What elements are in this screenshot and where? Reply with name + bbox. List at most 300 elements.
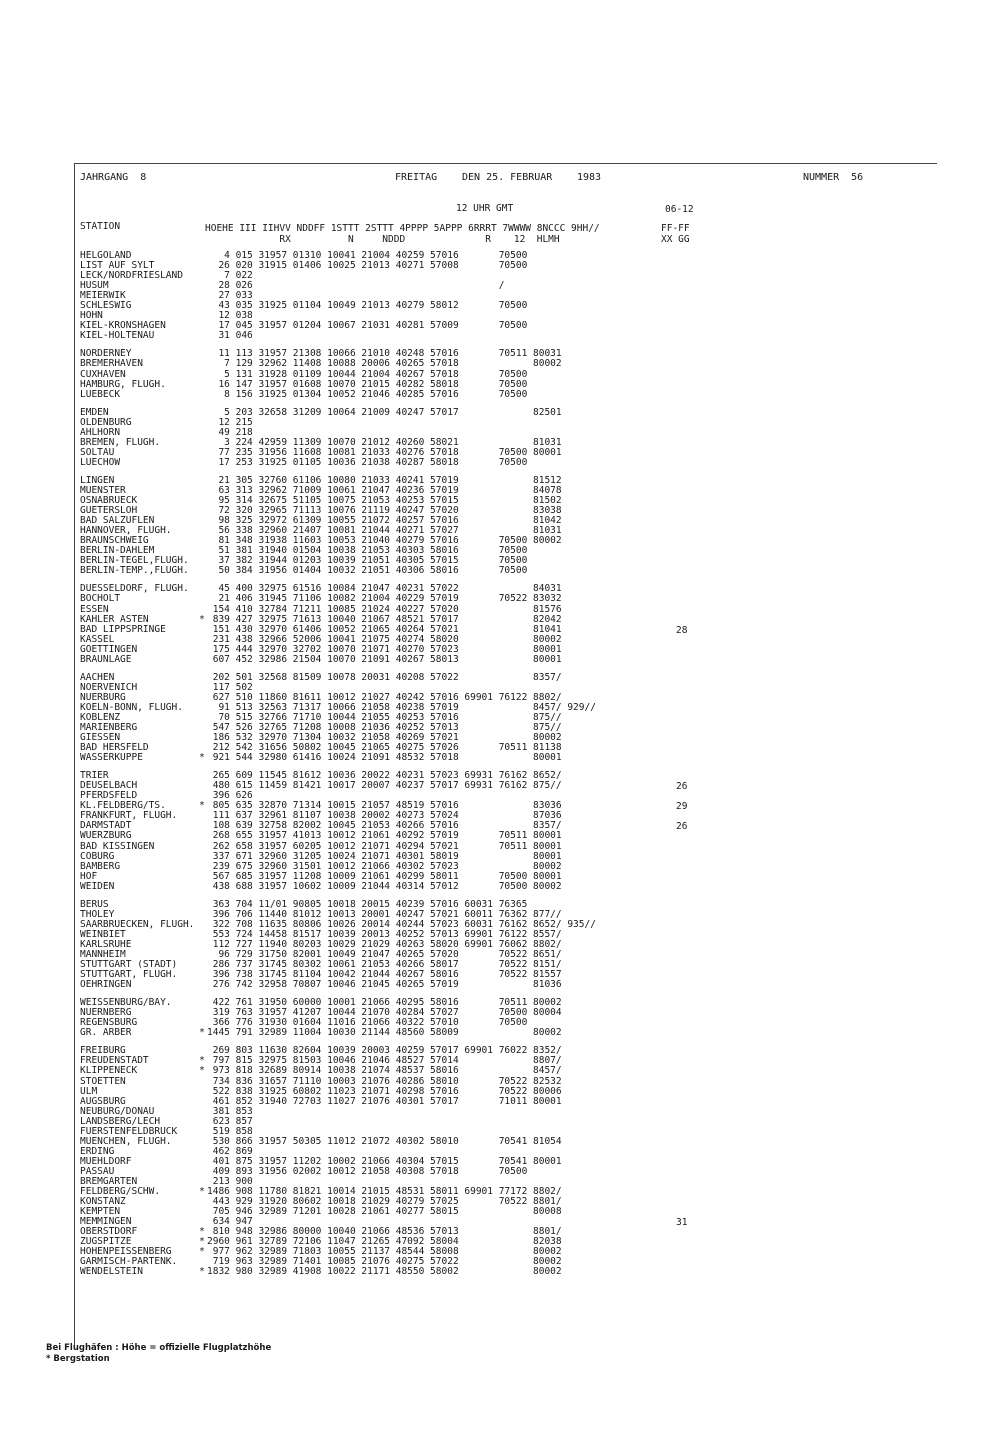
mountain-marker: [197, 1157, 207, 1167]
mountain-marker: [197, 781, 207, 791]
station-name: MUENCHEN, FLUGH.: [80, 1136, 172, 1147]
table-row: [80, 781, 827, 791]
station-name: PASSAU: [80, 1166, 115, 1177]
station-name: MEMMINGEN: [80, 1217, 132, 1228]
jahrgang: JAHRGANG 8: [80, 172, 147, 183]
table-row: [80, 359, 827, 369]
station-name: WEIDEN: [80, 881, 115, 892]
observation-values: 705 946 32989 71201 10028 21061 40277 58015 80008: [207, 1206, 562, 1218]
station-name: STUTTGART (STADT): [80, 960, 178, 971]
station-name: MUEHLDORF: [80, 1156, 132, 1167]
observation-values: 530 866 31957 50305 11012 21072 40302 58010 70541 81054: [207, 1135, 562, 1147]
table-row: [80, 281, 827, 291]
observation-values: 396 738 31745 81104 10042 21044 40267 58016 70522 81557: [207, 969, 562, 981]
mountain-marker: [197, 920, 207, 930]
gust-value: 29: [676, 801, 688, 812]
station-name: SOLTAU: [80, 447, 115, 458]
observation-values: 95 314 32675 51105 10075 21053 40253 57015 81502: [207, 495, 562, 507]
observation-values: 366 776 31930 01604 11016 21066 40322 57010 70500: [207, 1017, 528, 1029]
mountain-marker: [197, 251, 207, 261]
mountain-marker: [197, 448, 207, 458]
column-codes: HOEHE III IIHVV NDDFF 1STTT 2STTT 4PPPP 5APPP 6RRRT 7WWWW 8NCCC 9HH//: [205, 223, 600, 234]
mountain-marker: [197, 1147, 207, 1157]
table-row: [80, 1167, 827, 1177]
station-name: GR. ARBER: [80, 1028, 132, 1039]
station-name: HOF: [80, 871, 98, 882]
station-name: NEUBURG/DONAU: [80, 1106, 155, 1117]
station-name: OEHRINGEN: [80, 980, 132, 991]
station-name: WUERZBURG: [80, 831, 132, 842]
table-row: [80, 1097, 827, 1107]
mountain-marker: [197, 900, 207, 910]
mountain-marker: [197, 910, 207, 920]
station-name: EMDEN: [80, 407, 109, 418]
mountain-marker: [197, 998, 207, 1008]
mountain-marker: [197, 1077, 207, 1087]
observation-values: 322 708 11635 80806 10026 20014 40244 57023 60031 76162 8652/ 935//: [207, 918, 596, 930]
mountain-marker: [197, 536, 207, 546]
station-name: KONSTANZ: [80, 1197, 126, 1208]
gust-value: 26: [676, 781, 688, 792]
mountain-marker: [197, 703, 207, 713]
observation-values: 276 742 32958 70807 10046 21045 40265 57019 81036: [207, 979, 562, 991]
station-name: ESSEN: [80, 604, 109, 615]
observation-values: 1832 980 32989 41908 10022 21171 48550 58002 80002: [207, 1266, 562, 1278]
station-name: NUERBURG: [80, 692, 126, 703]
observation-values: 522 838 31925 60802 11023 21071 40298 57016 70522 80006: [207, 1085, 562, 1097]
observation-values: 438 688 31957 10602 10009 21044 40314 57012 70500 80002: [207, 880, 562, 892]
station-name: MANNHEIM: [80, 950, 126, 960]
table-row: [80, 753, 827, 763]
station-name: MUENSTER: [80, 485, 126, 496]
observation-values: 186 532 32970 71304 10032 21058 40269 57021 80002: [207, 732, 562, 744]
observation-time: 12 UHR GMT: [456, 203, 514, 214]
mountain-marker: *: [199, 800, 205, 812]
station-name: BREMEN, FLUGH.: [80, 437, 161, 448]
observation-values: 623 857: [207, 1115, 253, 1127]
gust-value: 26: [676, 821, 688, 832]
observation-values: 77 235 31956 11608 10081 21033 40276 57018 70500 80001: [207, 446, 562, 458]
observation-values: 286 737 31745 80302 10061 21053 40266 58017 70522 8151/: [207, 959, 562, 971]
mountain-marker: [197, 1097, 207, 1107]
mountain-marker: [197, 1008, 207, 1018]
mountain-marker: [197, 1087, 207, 1097]
observation-values: 175 444 32970 32702 10070 21071 40270 57023 80001: [207, 643, 562, 655]
station-name: KAHLER ASTEN: [80, 614, 149, 625]
observation-values: 56 338 32960 21407 10081 21044 40271 57027 81031: [207, 525, 562, 537]
mountain-marker: [197, 271, 207, 281]
table-row: [80, 655, 827, 665]
mountain-marker: *: [199, 1246, 205, 1258]
mountain-marker: [197, 321, 207, 331]
mountain-marker: [197, 882, 207, 892]
observation-values: 202 501 32568 81509 10078 20031 40208 57022 8357/: [207, 671, 562, 683]
table-row: [80, 980, 827, 990]
table-row: [80, 566, 827, 576]
observation-values: 43 035 31925 01104 10049 21013 40279 58012 70500: [207, 300, 528, 312]
station-name: KASSEL: [80, 634, 115, 645]
station-name: HOHN: [80, 311, 103, 322]
station-name: KEMPTEN: [80, 1207, 121, 1218]
table-row: [80, 390, 827, 400]
observation-values: 1445 791 32989 11004 10030 21144 48560 58009 80002: [207, 1027, 562, 1039]
station-name: THOLEY: [80, 909, 115, 920]
station-table: [80, 251, 827, 1277]
observation-values: 381 853: [207, 1105, 253, 1117]
table-row: [80, 1207, 827, 1217]
mountain-marker: [197, 311, 207, 321]
mountain-marker: *: [199, 1055, 205, 1067]
mountain-marker: [197, 1207, 207, 1217]
mountain-marker: [197, 655, 207, 665]
mountain-marker: [197, 428, 207, 438]
station-name: KOELN-BONN, FLUGH.: [80, 702, 183, 713]
station-name: KARLSRUHE: [80, 939, 132, 950]
observation-values: 977 962 32989 71803 10055 21137 48544 58008 80002: [207, 1246, 562, 1258]
station-name: KLIPPENECK: [80, 1066, 138, 1077]
station-name: BAD LIPPSPRINGE: [80, 624, 166, 635]
observation-values: 108 639 32758 82002 10045 21053 40266 57016 8357/: [207, 820, 562, 832]
station-name: HOHENPEISSENBERG: [80, 1247, 172, 1258]
issue-number: NUMMER 56: [803, 172, 864, 183]
table-row: [80, 261, 827, 271]
weekday: FREITAG: [395, 172, 438, 183]
station-name: AUGSBURG: [80, 1096, 126, 1107]
station-name: OLDENBURG: [80, 417, 132, 428]
station-name: HANNOVER, FLUGH.: [80, 526, 172, 537]
observation-values: 50 384 31956 01404 10032 21051 40306 58016 70500: [207, 565, 528, 577]
observation-values: 112 727 11940 80203 10029 21029 40263 58020 69901 76062 8802/: [207, 938, 562, 950]
observation-values: 2960 961 32789 72106 11047 21265 47092 58004 82038: [207, 1236, 562, 1248]
observation-values: 810 948 32986 80000 10040 21066 48536 57013 8801/: [207, 1226, 562, 1238]
gust-value: 31: [676, 1217, 688, 1228]
table-row: [80, 882, 827, 892]
observation-values: 3 224 42959 11309 10070 21012 40260 58021 81031: [207, 436, 562, 448]
observation-values: 839 427 32975 71613 10040 21067 48521 57017 82042: [207, 613, 562, 625]
gust-value: 28: [676, 625, 688, 636]
observation-values: 797 815 32975 81503 10046 21046 48527 57014 8807/: [207, 1055, 562, 1067]
mountain-marker: [197, 566, 207, 576]
year: 1983: [577, 172, 602, 183]
station-name: LIST AUF SYLT: [80, 261, 155, 272]
observation-values: 51 381 31940 01504 10038 21053 40303 58016 70500: [207, 545, 528, 557]
mountain-marker: [197, 594, 207, 604]
station-name: WEINBIET: [80, 929, 126, 940]
mountain-marker: [197, 713, 207, 723]
station-name: BRAUNSCHWEIG: [80, 536, 149, 547]
mountain-marker: [197, 380, 207, 390]
mountain-marker: [197, 1137, 207, 1147]
observation-values: 265 609 11545 81612 10036 20022 40231 57023 69931 76162 8652/: [207, 770, 562, 782]
mountain-marker: [197, 349, 207, 359]
station-name: STOETTEN: [80, 1076, 126, 1087]
station-name: KOBLENZ: [80, 712, 121, 723]
observation-values: 37 382 31944 01203 10039 21051 40305 57015 70500: [207, 555, 528, 567]
station-name: LECK/NORDFRIESLAND: [80, 271, 183, 282]
station-name: WASSERKUPPE: [80, 753, 143, 764]
observation-values: 547 526 32765 71208 10008 21036 40252 57013 875//: [207, 722, 562, 734]
observation-values: 973 818 32689 80914 10038 21074 48537 58016 8457/: [207, 1065, 562, 1077]
observation-values: 28 026 /: [207, 280, 505, 292]
station-name: BRAUNLAGE: [80, 654, 132, 665]
observation-values: 396 626: [207, 790, 253, 802]
time-range: 06-12: [665, 204, 694, 215]
station-name: BOCHOLT: [80, 594, 121, 605]
observation-values: 231 438 32966 52006 10041 21075 40274 58020 80002: [207, 633, 562, 645]
mountain-marker: [197, 960, 207, 970]
mountain-marker: [197, 486, 207, 496]
mountain-marker: [197, 862, 207, 872]
mountain-marker: [197, 458, 207, 468]
observation-values: 262 658 31957 60205 10012 21071 40294 57021 70511 80001: [207, 840, 562, 852]
observation-values: 462 869: [207, 1145, 253, 1157]
observation-values: 519 858: [207, 1125, 253, 1137]
station-name: BAMBERG: [80, 861, 121, 872]
observation-values: 921 544 32980 61416 10024 21091 48532 57018 80001: [207, 752, 562, 764]
observation-values: 49 218: [207, 426, 253, 438]
station-header: STATION: [80, 221, 121, 232]
station-name: HAMBURG, FLUGH.: [80, 379, 166, 390]
station-name: BERLIN-TEGEL,FLUGH.: [80, 556, 189, 567]
mountain-marker: [197, 811, 207, 821]
mountain-marker: [197, 723, 207, 733]
mountain-marker: [197, 852, 207, 862]
mountain-marker: [197, 1197, 207, 1207]
mountain-marker: *: [199, 613, 205, 625]
observation-values: 21 305 32760 61106 10080 21033 40241 57019 81512: [207, 474, 562, 486]
mountain-marker: [197, 1127, 207, 1137]
observation-values: 72 320 32965 71113 10076 21119 40247 57020 83038: [207, 505, 562, 517]
station-name: BERUS: [80, 899, 109, 910]
mountain-marker: [197, 370, 207, 380]
mountain-marker: [197, 673, 207, 683]
station-name: FELDBERG/SCHW.: [80, 1187, 161, 1198]
table-row: [80, 594, 827, 604]
observation-values: 63 313 32962 71009 10061 21047 40236 57019 84078: [207, 484, 562, 496]
mountain-marker: [197, 693, 207, 703]
observation-values: 607 452 32986 21504 10070 21091 40267 58013 80001: [207, 653, 562, 665]
station-name: GOETTINGEN: [80, 644, 138, 655]
table-row: [80, 1028, 827, 1038]
mountain-marker: [197, 1117, 207, 1127]
station-name: COBURG: [80, 851, 115, 862]
observation-values: 7 129 32962 11408 10088 20006 40265 57018 80002: [207, 358, 562, 370]
station-name: WENDELSTEIN: [80, 1267, 143, 1278]
observation-values: 396 706 11440 81012 10013 20001 40247 57021 60011 76362 877//: [207, 908, 562, 920]
station-name: NOERVENICH: [80, 682, 138, 693]
observation-values: 443 929 31920 80602 10018 21029 40279 57025 70522 8801/: [207, 1196, 562, 1208]
mountain-marker: [197, 438, 207, 448]
station-name: BERLIN-DAHLEM: [80, 546, 155, 557]
mountain-marker: [197, 291, 207, 301]
mountain-marker: [197, 635, 207, 645]
mountain-marker: [197, 771, 207, 781]
observation-values: 98 325 32972 61309 10055 21072 40257 57016 81042: [207, 515, 562, 527]
mountain-marker: [197, 831, 207, 841]
mountain-marker: [197, 1107, 207, 1117]
wind-header: FF-FF: [661, 223, 690, 234]
observation-values: 213 900: [207, 1175, 253, 1187]
observation-values: 734 836 31657 71110 10003 21076 40286 58010 70522 82532: [207, 1075, 562, 1087]
mountain-marker: [197, 526, 207, 536]
observation-values: 151 430 32970 61406 10052 21065 40264 57021 81041: [207, 623, 562, 635]
observation-values: 719 963 32989 71401 10085 21076 40275 57022 80002: [207, 1256, 562, 1268]
observation-values: 5 203 32658 31209 10064 21009 40247 57017 82501: [207, 406, 562, 418]
station-name: BREMGARTEN: [80, 1176, 138, 1187]
mountain-marker: [197, 683, 207, 693]
table-row: [80, 1107, 827, 1117]
station-name: CUXHAVEN: [80, 369, 126, 380]
observation-values: 634 947: [207, 1216, 253, 1228]
mountain-marker: [197, 301, 207, 311]
observation-values: 117 502: [207, 681, 253, 693]
mountain-marker: [197, 970, 207, 980]
station-name: BREMERHAVEN: [80, 359, 143, 370]
station-name: MEIERWIK: [80, 291, 126, 302]
mountain-marker: [197, 872, 207, 882]
observation-values: 422 761 31950 60000 10001 21066 40295 58016 70511 80002: [207, 997, 562, 1009]
observation-values: 27 033: [207, 290, 253, 302]
table-row: [80, 1267, 827, 1277]
observation-values: 553 724 14458 81517 10039 20013 40252 57013 69901 76122 8557/: [207, 928, 562, 940]
table-row: [80, 408, 827, 418]
station-name: DARMSTADT: [80, 821, 132, 832]
observation-values: 7 022: [207, 270, 253, 282]
mountain-marker: [197, 733, 207, 743]
mountain-marker: [197, 408, 207, 418]
mountain-marker: [197, 842, 207, 852]
observation-values: 17 045 31957 01204 10067 21031 40281 57009 70500: [207, 320, 528, 332]
observation-values: 31 046: [207, 330, 253, 342]
mountain-marker: [197, 930, 207, 940]
observation-values: 337 671 32960 31205 10024 21071 40301 58019 80001: [207, 850, 562, 862]
table-row: [80, 418, 827, 428]
mountain-marker: [197, 496, 207, 506]
table-row: [80, 1117, 827, 1127]
station-name: BAD SALZUFLEN: [80, 516, 155, 527]
observation-values: 212 542 31656 50802 10045 21065 40275 57026 70511 81138: [207, 742, 562, 754]
mountain-marker: [197, 516, 207, 526]
observation-values: 70 515 32766 71710 10044 21055 40253 57016 875//: [207, 711, 562, 723]
observation-values: 91 513 32563 71317 10066 21058 40238 57019 8457/ 929//: [207, 701, 596, 713]
observation-values: 16 147 31957 01608 10070 21015 40282 58018 70500: [207, 378, 528, 390]
station-name: BAD KISSINGEN: [80, 841, 155, 852]
mountain-marker: [197, 950, 207, 960]
station-name: HELGOLAND: [80, 251, 132, 261]
mountain-marker: [197, 281, 207, 291]
mountain-marker: [197, 261, 207, 271]
observation-values: 401 875 31957 11202 10002 21066 40304 57015 70541 80001: [207, 1155, 562, 1167]
observation-values: 239 675 32960 31501 10012 21066 40302 57023 80002: [207, 860, 562, 872]
table-row: [80, 673, 827, 683]
station-name: KIEL-HOLTENAU: [80, 331, 155, 342]
observation-values: 111 637 32961 81107 10038 20002 40273 57024 87036: [207, 810, 562, 822]
station-name: LANDSBERG/LECH: [80, 1116, 161, 1127]
observation-values: 12 038: [207, 310, 253, 322]
table-row: [80, 1066, 827, 1076]
observation-values: 409 893 31956 02002 10012 21058 40308 57018 70500: [207, 1165, 528, 1177]
station-name: BAD HERSFELD: [80, 743, 149, 754]
station-name: DUESSELDORF, FLUGH.: [80, 584, 189, 595]
station-name: KIEL-KRONSHAGEN: [80, 321, 166, 332]
observation-values: 96 729 31750 82001 10049 21047 40265 57020 70522 8651/: [207, 949, 562, 960]
station-name: LUECHOW: [80, 457, 121, 468]
station-name: GARMISCH-PARTENK.: [80, 1257, 178, 1268]
mountain-marker: [197, 645, 207, 655]
mountain-marker: [197, 584, 207, 594]
station-name: PFERDSFELD: [80, 791, 138, 802]
mountain-marker: *: [199, 1226, 205, 1238]
table-row: [80, 321, 827, 331]
mountain-marker: *: [199, 1186, 205, 1198]
mountain-marker: [197, 546, 207, 556]
station-name: FUERSTENFELDBRUCK: [80, 1126, 178, 1137]
observation-values: 11 113 31957 21308 10066 21010 40248 57016 70511 80031: [207, 348, 562, 360]
station-name: GUETERSLOH: [80, 506, 138, 517]
observation-values: 21 406 31945 71106 10082 21004 40229 57019 70522 83032: [207, 593, 562, 605]
observation-values: 461 852 31940 72703 11027 21076 40301 57017 71011 80001: [207, 1095, 562, 1107]
column-codes-sub: RX N NDDD R 12 HLMH: [205, 234, 560, 245]
table-row: [80, 301, 827, 311]
table-row: [80, 331, 827, 341]
mountain-marker: *: [199, 1236, 205, 1248]
mountain-marker: [197, 390, 207, 400]
observation-values: 154 410 32784 71211 10085 21024 40227 57020 81576: [207, 603, 562, 615]
observation-values: 45 400 32975 61516 10084 21047 40231 57022 84031: [207, 583, 562, 595]
station-name: KL.FELDBERG/TS.: [80, 801, 166, 812]
station-name: REGENSBURG: [80, 1018, 138, 1029]
mountain-marker: [197, 418, 207, 428]
mountain-marker: [197, 331, 207, 341]
observation-values: 12 215: [207, 416, 253, 428]
station-name: ERDING: [80, 1146, 115, 1157]
station-name: ULM: [80, 1086, 98, 1097]
table-row: [80, 458, 827, 468]
station-name: SCHLESWIG: [80, 301, 132, 312]
mountain-marker: [197, 940, 207, 950]
observation-values: 480 615 11459 81421 10017 20007 40237 57017 69931 76162 875//: [207, 780, 562, 792]
observation-values: 17 253 31925 01105 10036 21038 40287 58018 70500: [207, 456, 528, 468]
observation-values: 4 015 31957 01310 10041 21004 40259 57016 70500: [207, 250, 528, 261]
station-name: WEISSENBURG/BAY.: [80, 998, 172, 1009]
station-name: NUERNBERG: [80, 1008, 132, 1019]
station-name: AHLHORN: [80, 427, 121, 438]
mountain-marker: *: [199, 1027, 205, 1039]
footnote-airport: Bei Flughäfen : Höhe = offizielle Flugplatzhöhe: [46, 1343, 272, 1353]
station-name: HUSUM: [80, 281, 109, 292]
observation-values: 26 020 31915 01406 10025 21013 40271 57008 70500: [207, 260, 528, 272]
table-row: [80, 1137, 827, 1147]
station-name: MARIENBERG: [80, 723, 138, 734]
mountain-marker: [197, 980, 207, 990]
mountain-marker: *: [199, 752, 205, 764]
station-name: OBERSTDORF: [80, 1227, 138, 1238]
observation-values: 269 803 11630 82604 10039 20003 40259 57017 69901 76022 8352/: [207, 1045, 562, 1057]
gust-header: XX GG: [661, 234, 690, 245]
station-name: OSNABRUECK: [80, 496, 138, 507]
station-name: LUEBECK: [80, 389, 121, 400]
station-name: SAARBRUECKEN, FLUGH.: [80, 919, 195, 930]
mountain-marker: *: [199, 1266, 205, 1278]
station-name: AACHEN: [80, 672, 115, 683]
mountain-marker: [197, 821, 207, 831]
mountain-marker: [197, 556, 207, 566]
observation-values: 8 156 31925 01304 10052 21046 40285 57016 70500: [207, 388, 528, 400]
station-name: STUTTGART, FLUGH.: [80, 970, 178, 981]
station-name: TRIER: [80, 771, 109, 782]
observation-values: 567 685 31957 11208 10009 21061 40299 58011 70500 80001: [207, 870, 562, 882]
station-name: GIESSEN: [80, 733, 121, 744]
